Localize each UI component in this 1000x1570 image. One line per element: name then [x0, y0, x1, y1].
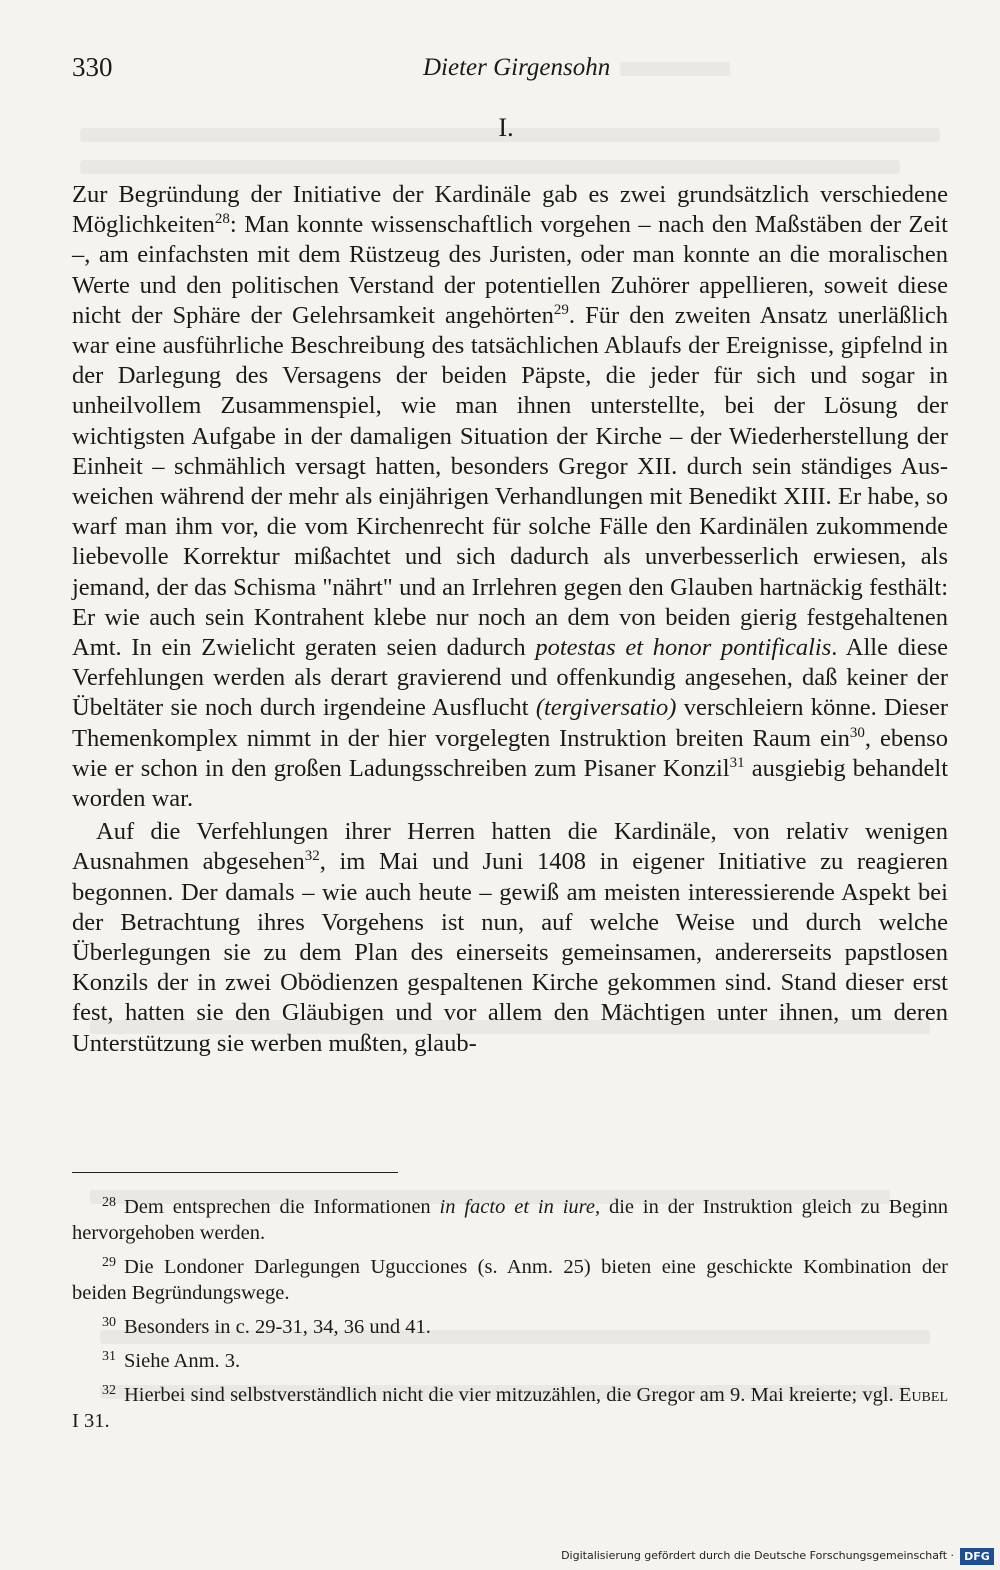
- footnote-ref: 28: [214, 211, 230, 228]
- footnote-rule: [72, 1172, 398, 1173]
- text-run: , im Mai und Juni 1408 in eigener Initiative zu reagieren begonnen. Der damals – wie auch heute – gewiß am meisten interessierende Aspekt bei der Betrachtung ihres Vorgehens ist nun, auf welche Weise und durch welche Überlegungen sie zu dem Plan des einerseits gemeinsamen, andererseits papstlosen Konzils der in zwei Obödienzen gespaltenen Kirche gekommen sind. Stand dieser erst fest, hatten sie den Gläubigen und vor allem den Mächtigen unter ihnen, um deren Unterstützung sie werben mußten, glaub-: [72, 848, 948, 1057]
- footnote-ref: 32: [304, 848, 320, 865]
- text-run: Zur Begründung der Initiative der Kardinäle gab es zwei grundsätzlich verschiedene Möglichkeiten: [72, 181, 948, 239]
- italic-text: potestas et honor pontificalis: [535, 634, 832, 662]
- footnote-ref: 29: [553, 301, 569, 318]
- footnote-number: 31: [102, 1349, 116, 1364]
- footnote-number: 28: [102, 1195, 116, 1210]
- page-header: [72, 52, 952, 92]
- text-run: : Man konnte wissenschaftlich vorgehen – nach den Maßstäben der Zeit –, am einfachsten mit dem Rüstzeug des Juristen, oder man konnte an die moralischen Werte und den politischen Verstand der potentiellen Zuhörer appellieren, soweit diese nicht der Sphäre der Gelehrsamkeit angehörten: [72, 211, 948, 329]
- footnote: [72, 1382, 948, 1434]
- footnote: [72, 1314, 948, 1340]
- text-run: ausgiebig behandelt worden war.: [72, 754, 949, 813]
- footnote-text: Die Londoner Darlegungen Ugucciones (s. Anm. 25) bieten eine geschickte Kombination der beiden Begründungswege.: [72, 1256, 948, 1304]
- text-run: Auf die Verfehlungen ihrer Herren hatten die Kardinäle, von relativ wenigen Ausnahmen abgesehen: [72, 818, 948, 876]
- footnote-ref: 30: [849, 724, 865, 741]
- footnote-italic: in facto et in iure,: [439, 1196, 601, 1218]
- text-run: . Für den zweiten Ansatz unerläßlich war eine ausführliche Beschreibung des tatsächlichen Ablaufs der Ereignisse, gipfelnd in der Darlegung des Versagens der beiden Päpste, die jeder für sich und sogar in unheilvollem Zusammenspiel, wie man ihnen unterstellte, bei der Lösung der wichtigsten Aufgabe in der damaligen Situation der Kirche – der Wiederherstellung der Einheit – schmählich versagt hatten, besonders Gregor XII. durch sein ständiges Ausweichen während der mehr als einjährigen Verhandlungen mit Benedikt XIII. Er habe, so warf man ihm vor, die vom Kirchenrecht für solche Fälle den Kardinälen zukommende liebevolle Korrektur mißachtet und sich dadurch als unverbesserlich erwiesen, als jemand, der das Schisma "nährt" und an Irrlehren gegen den Glauben hartnäckig festhält: Er wie auch sein Kontrahent klebe nur noch an dem von beiden gierig festgehaltenen Amt. In ein Zwielicht geraten seien dadurch: [72, 301, 948, 662]
- footnote-text: I 31.: [72, 1410, 110, 1432]
- footnote-text: Besonders in c. 29-31, 34, 36 und 41.: [124, 1316, 431, 1338]
- footnote-text: Dem entsprechen die Informationen: [124, 1196, 440, 1218]
- page-number: 330: [72, 52, 113, 82]
- footnote-number: 32: [102, 1383, 116, 1398]
- footnote-smallcaps: Eubel: [898, 1384, 948, 1406]
- footnote: [72, 1348, 948, 1374]
- text-run: . Alle diese Verfehlungen werden als derart gravierend und offenkundig angesehen, daß keiner der Übeltäter sie noch durch irgendeine Ausflucht: [72, 634, 949, 722]
- dfg-logo-icon: DFG: [960, 1548, 994, 1565]
- footnotes: [72, 1194, 948, 1442]
- text-run: , ebenso wie er schon in den großen Ladungsschreiben zum Pisaner Konzil: [72, 724, 948, 782]
- footnote-text: Siehe Anm. 3.: [124, 1350, 241, 1372]
- body-text: [72, 180, 948, 1059]
- running-head: Dieter Girgensohn: [423, 54, 611, 81]
- footnote: [72, 1194, 948, 1246]
- footnote-ref: 31: [729, 754, 745, 771]
- footnote-number: 29: [102, 1255, 116, 1270]
- footnote-number: 30: [102, 1315, 116, 1330]
- digitization-credit: Digitalisierung gefördert durch die Deutsche Forschungsgemeinschaft ·: [561, 1549, 954, 1562]
- italic-text: (tergiversatio): [535, 694, 677, 722]
- footnote-text: Hierbei sind selbstverständlich nicht die vier mitzuzählen, die Gregor am 9. Mai kreierte; vgl.: [124, 1384, 899, 1406]
- section-heading: I.: [498, 113, 514, 142]
- text-run: verschleiern könne. Dieser Themenkomplex nimmt in der hier vorgelegten Instruktion breiten Raum ein: [72, 694, 948, 752]
- paragraph: [72, 180, 948, 814]
- footnote-text: die in der Instruktion gleich zu Beginn hervorgehoben werden.: [72, 1196, 949, 1244]
- footnote: [72, 1254, 948, 1306]
- paragraph: [72, 817, 948, 1059]
